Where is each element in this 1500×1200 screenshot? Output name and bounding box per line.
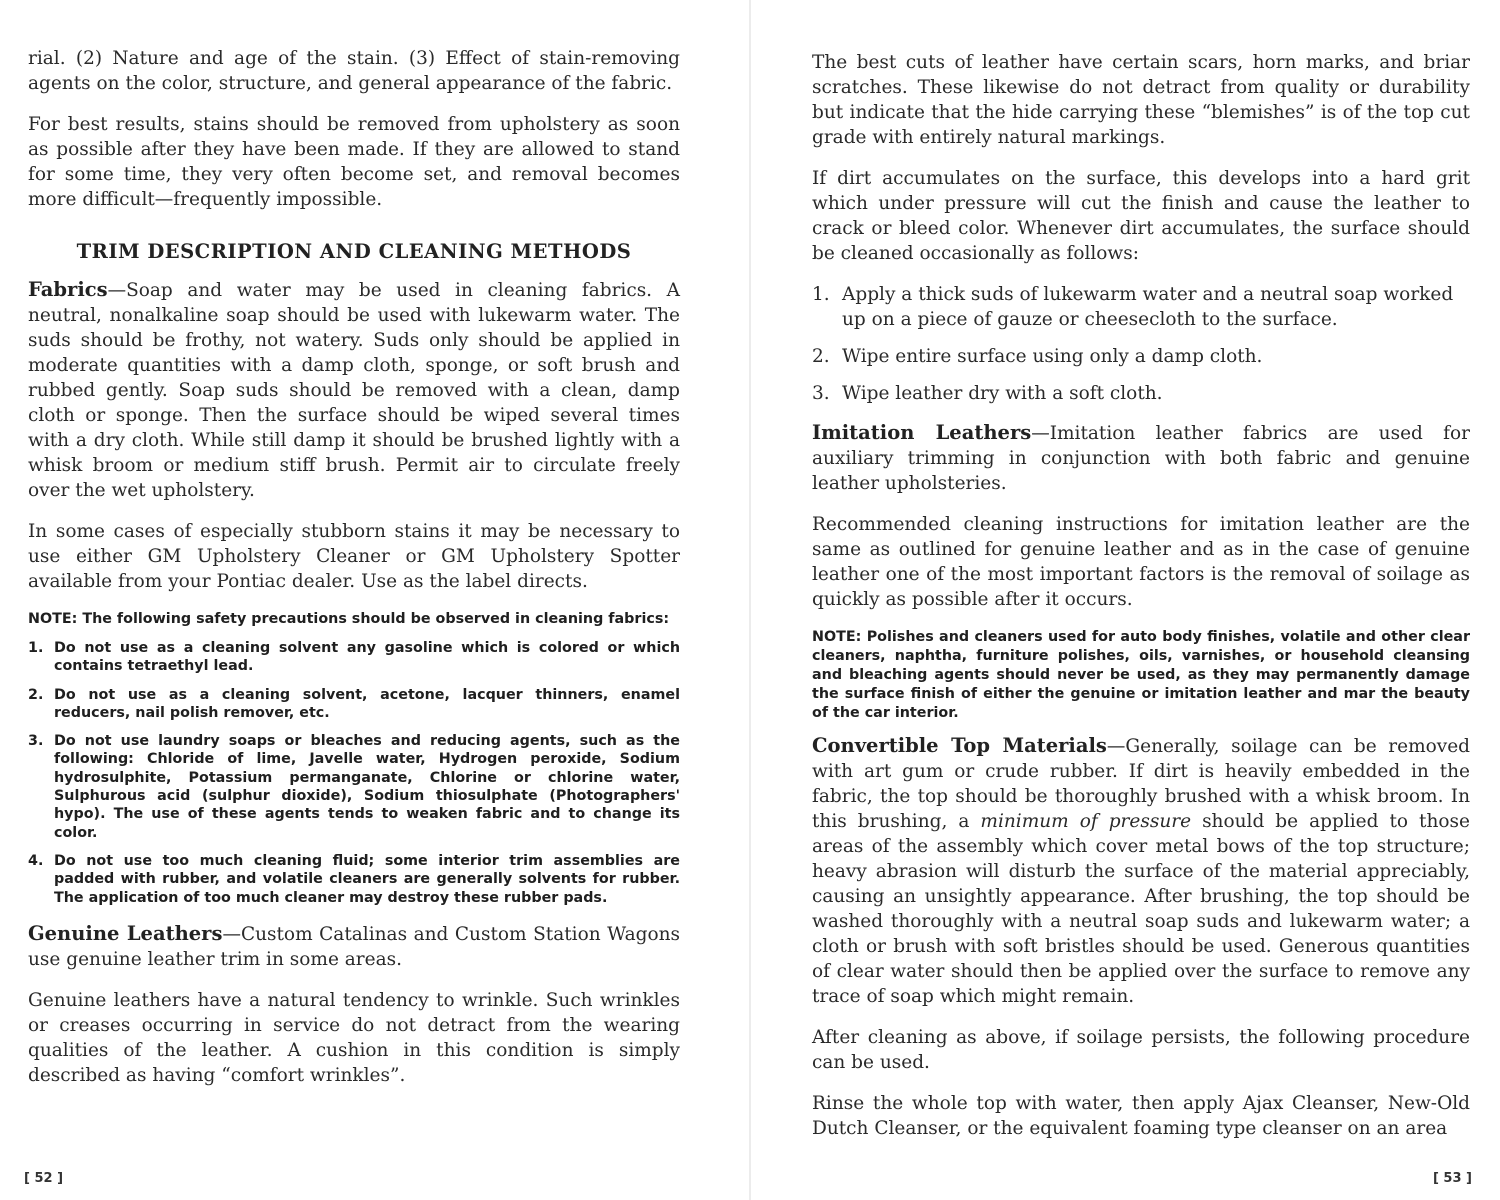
list-item-number: 2. xyxy=(28,686,44,703)
convertible-top-lead: Convertible Top Materials xyxy=(812,734,1107,757)
rinse-paragraph: Rinse the whole top with water, then apply Ajax Cleanser, New-Old Dutch Cleanser, or the equivalent foaming type cleanser on an area xyxy=(812,1093,1470,1139)
list-item-number: 3. xyxy=(812,383,830,404)
fabrics-text: —Soap and water may be used in cleaning fabrics. A neutral, nonalkaline soap should be used with lukewarm water. The suds should be frothy, not watery. Suds only should be applied in moderate quantities with a damp cloth, sponge, or soft brush and rubbed gently. Soap suds should be removed with a clean, damp cloth or sponge. Then the surface should be wiped several times with a dry cloth. While still damp it should be brushed lightly with a whisk broom or medium stiff brush. Permit air to circulate freely over the wet upholstery. xyxy=(28,280,680,501)
list-item xyxy=(28,732,680,842)
list-item-number: 4. xyxy=(28,852,44,869)
page-number-left: [ 52 ] xyxy=(24,1171,64,1186)
convertible-italic: minimum of pressure xyxy=(980,811,1192,832)
list-item xyxy=(28,852,680,907)
list-item-text: Apply a thick suds of lukewarm water and a neutral soap worked up on a piece of gauze or cheesecloth to the surface. xyxy=(842,284,1454,330)
fabrics-paragraph xyxy=(28,277,680,503)
list-item xyxy=(812,381,1470,406)
list-item-number: 1. xyxy=(812,284,830,305)
list-item xyxy=(28,639,680,676)
genuine-leathers-lead: Genuine Leathers xyxy=(28,921,223,945)
list-item-text: Do not use as a cleaning solvent, acetone, lacquer thinners, enamel reducers, nail polish remover, etc. xyxy=(54,686,680,721)
fabrics-lead: Fabrics xyxy=(28,278,108,301)
convertible-text-b: should be applied to those areas of the assembly which cover metal bows of the top structure; heavy abrasion will disturb the surface of the material appreciably, causing an unsightly appearance. After brushing, the top should be washed thoroughly with a neutral soap suds and lukewarm water; a cloth or brush with soft bristles should be used. Generous quantities of clear water should then be applied over the surface to remove any trace of soap which might remain. xyxy=(812,811,1470,1007)
convertible-text-a: —Generally, soilage can be removed with art gum or crude rubber. If dirt is heavily embedded in the fabric, the top should be thoroughly brushed with a whisk broom. In this brushing, a xyxy=(812,736,1470,832)
polishes-note: NOTE: Polishes and cleaners used for auto body finishes, volatile and other clear cleaners, naphtha, furniture polishes, oils, varnishes, or household cleansing and bleaching agents should never be used, as they may permanently damage the surface finish of either the genuine or imitation leather and mar the beauty of the car interior. xyxy=(812,629,1470,721)
list-item-text: Do not use laundry soaps or bleaches and reducing agents, such as the following: Chloride of lime, Javelle water, Hydrogen peroxide, Sodium hydrosulphite, Potassium permanganate, Chlorine or chlorine water, Sulphurous acid (sulphur dioxide), Sodium thiosulphate (Photographers' hypo). The use of these agents tends to weaken fabric and to change its color. xyxy=(54,733,680,841)
wrinkles-paragraph: Genuine leathers have a natural tendency to wrinkle. Such wrinkles or creases occurring in service do not detract from the wearing qualities of the leather. A cushion in this condition is simply described as having “comfort wrinkles”. xyxy=(28,989,680,1086)
list-item xyxy=(812,344,1470,369)
list-item-number: 1. xyxy=(28,640,44,656)
genuine-leathers-paragraph xyxy=(28,921,680,972)
best-results-paragraph: For best results, stains should be removed from upholstery as soon as possible after they have been made. If they are allowed to stand for some time, they very often become set, and removal becomes more difficult—frequently impossible. xyxy=(28,114,680,210)
cleaning-steps-list xyxy=(812,282,1470,406)
list-item xyxy=(28,686,680,723)
cuts-paragraph: The best cuts of leather have certain scars, horn marks, and briar scratches. These likewise do not detract from quality or durability but indicate that the hide carrying these “blemishes” is of the top cut grade with entirely natural markings. xyxy=(812,52,1470,148)
fabric-safety-note: NOTE: The following safety precautions should be observed in cleaning fabrics: xyxy=(28,611,670,627)
section-heading: TRIM DESCRIPTION AND CLEANING METHODS xyxy=(76,240,632,263)
imitation-leathers-paragraph xyxy=(812,420,1470,496)
list-item-text: Wipe entire surface using only a damp cloth. xyxy=(842,346,1263,367)
list-item xyxy=(812,282,1470,332)
genuine-leathers-text: —Custom Catalinas and Custom Station Wagons use genuine leather trim in some areas. xyxy=(28,923,680,970)
list-item-text: Wipe leather dry with a soft cloth. xyxy=(842,383,1163,404)
convertible-top-paragraph xyxy=(812,733,1470,1009)
stubborn-stains-paragraph: In some cases of especially stubborn stains it may be necessary to use either GM Upholstery Cleaner or GM Upholstery Spotter available from your Pontiac dealer. Use as the label directs. xyxy=(28,521,680,592)
right-page xyxy=(750,0,1500,1200)
imitation-leathers-lead: Imitation Leathers xyxy=(812,421,1032,444)
dirt-paragraph: If dirt accumulates on the surface, this develops into a hard grit which under pressure will cut the finish and cause the leather to crack or bleed color. Whenever dirt accumulates, the surface should be cleaned occasionally as follows: xyxy=(812,168,1470,264)
list-item-text: Do not use too much cleaning fluid; some interior trim assemblies are padded with rubber, and volatile cleaners are generally solvents for rubber. The application of too much cleaner may destroy these rubber pads. xyxy=(54,852,680,906)
list-item-number: 2. xyxy=(812,346,830,367)
list-item-number: 3. xyxy=(28,733,44,750)
list-item-text: Do not use as a cleaning solvent any gasoline which is colored or which contains tetraethyl lead. xyxy=(54,640,680,675)
precautions-list xyxy=(28,639,680,907)
imitation-leathers-text: —Imitation leather fabrics are used for auxiliary trimming in conjunction with both fabric and genuine leather upholsteries. xyxy=(812,423,1470,494)
intro-paragraph: rial. (2) Nature and age of the stain. (3) Effect of stain-removing agents on the color, structure, and general appearance of the fabric. xyxy=(28,48,680,94)
after-cleaning-paragraph: After cleaning as above, if soilage persists, the following procedure can be used. xyxy=(812,1027,1470,1073)
recommended-paragraph: Recommended cleaning instructions for imitation leather are the same as outlined for genuine leather and as in the case of genuine leather one of the most important factors is the removal of soilage as quickly as possible after it occurs. xyxy=(812,514,1470,610)
page-number-right: [ 53 ] xyxy=(1432,1171,1472,1186)
